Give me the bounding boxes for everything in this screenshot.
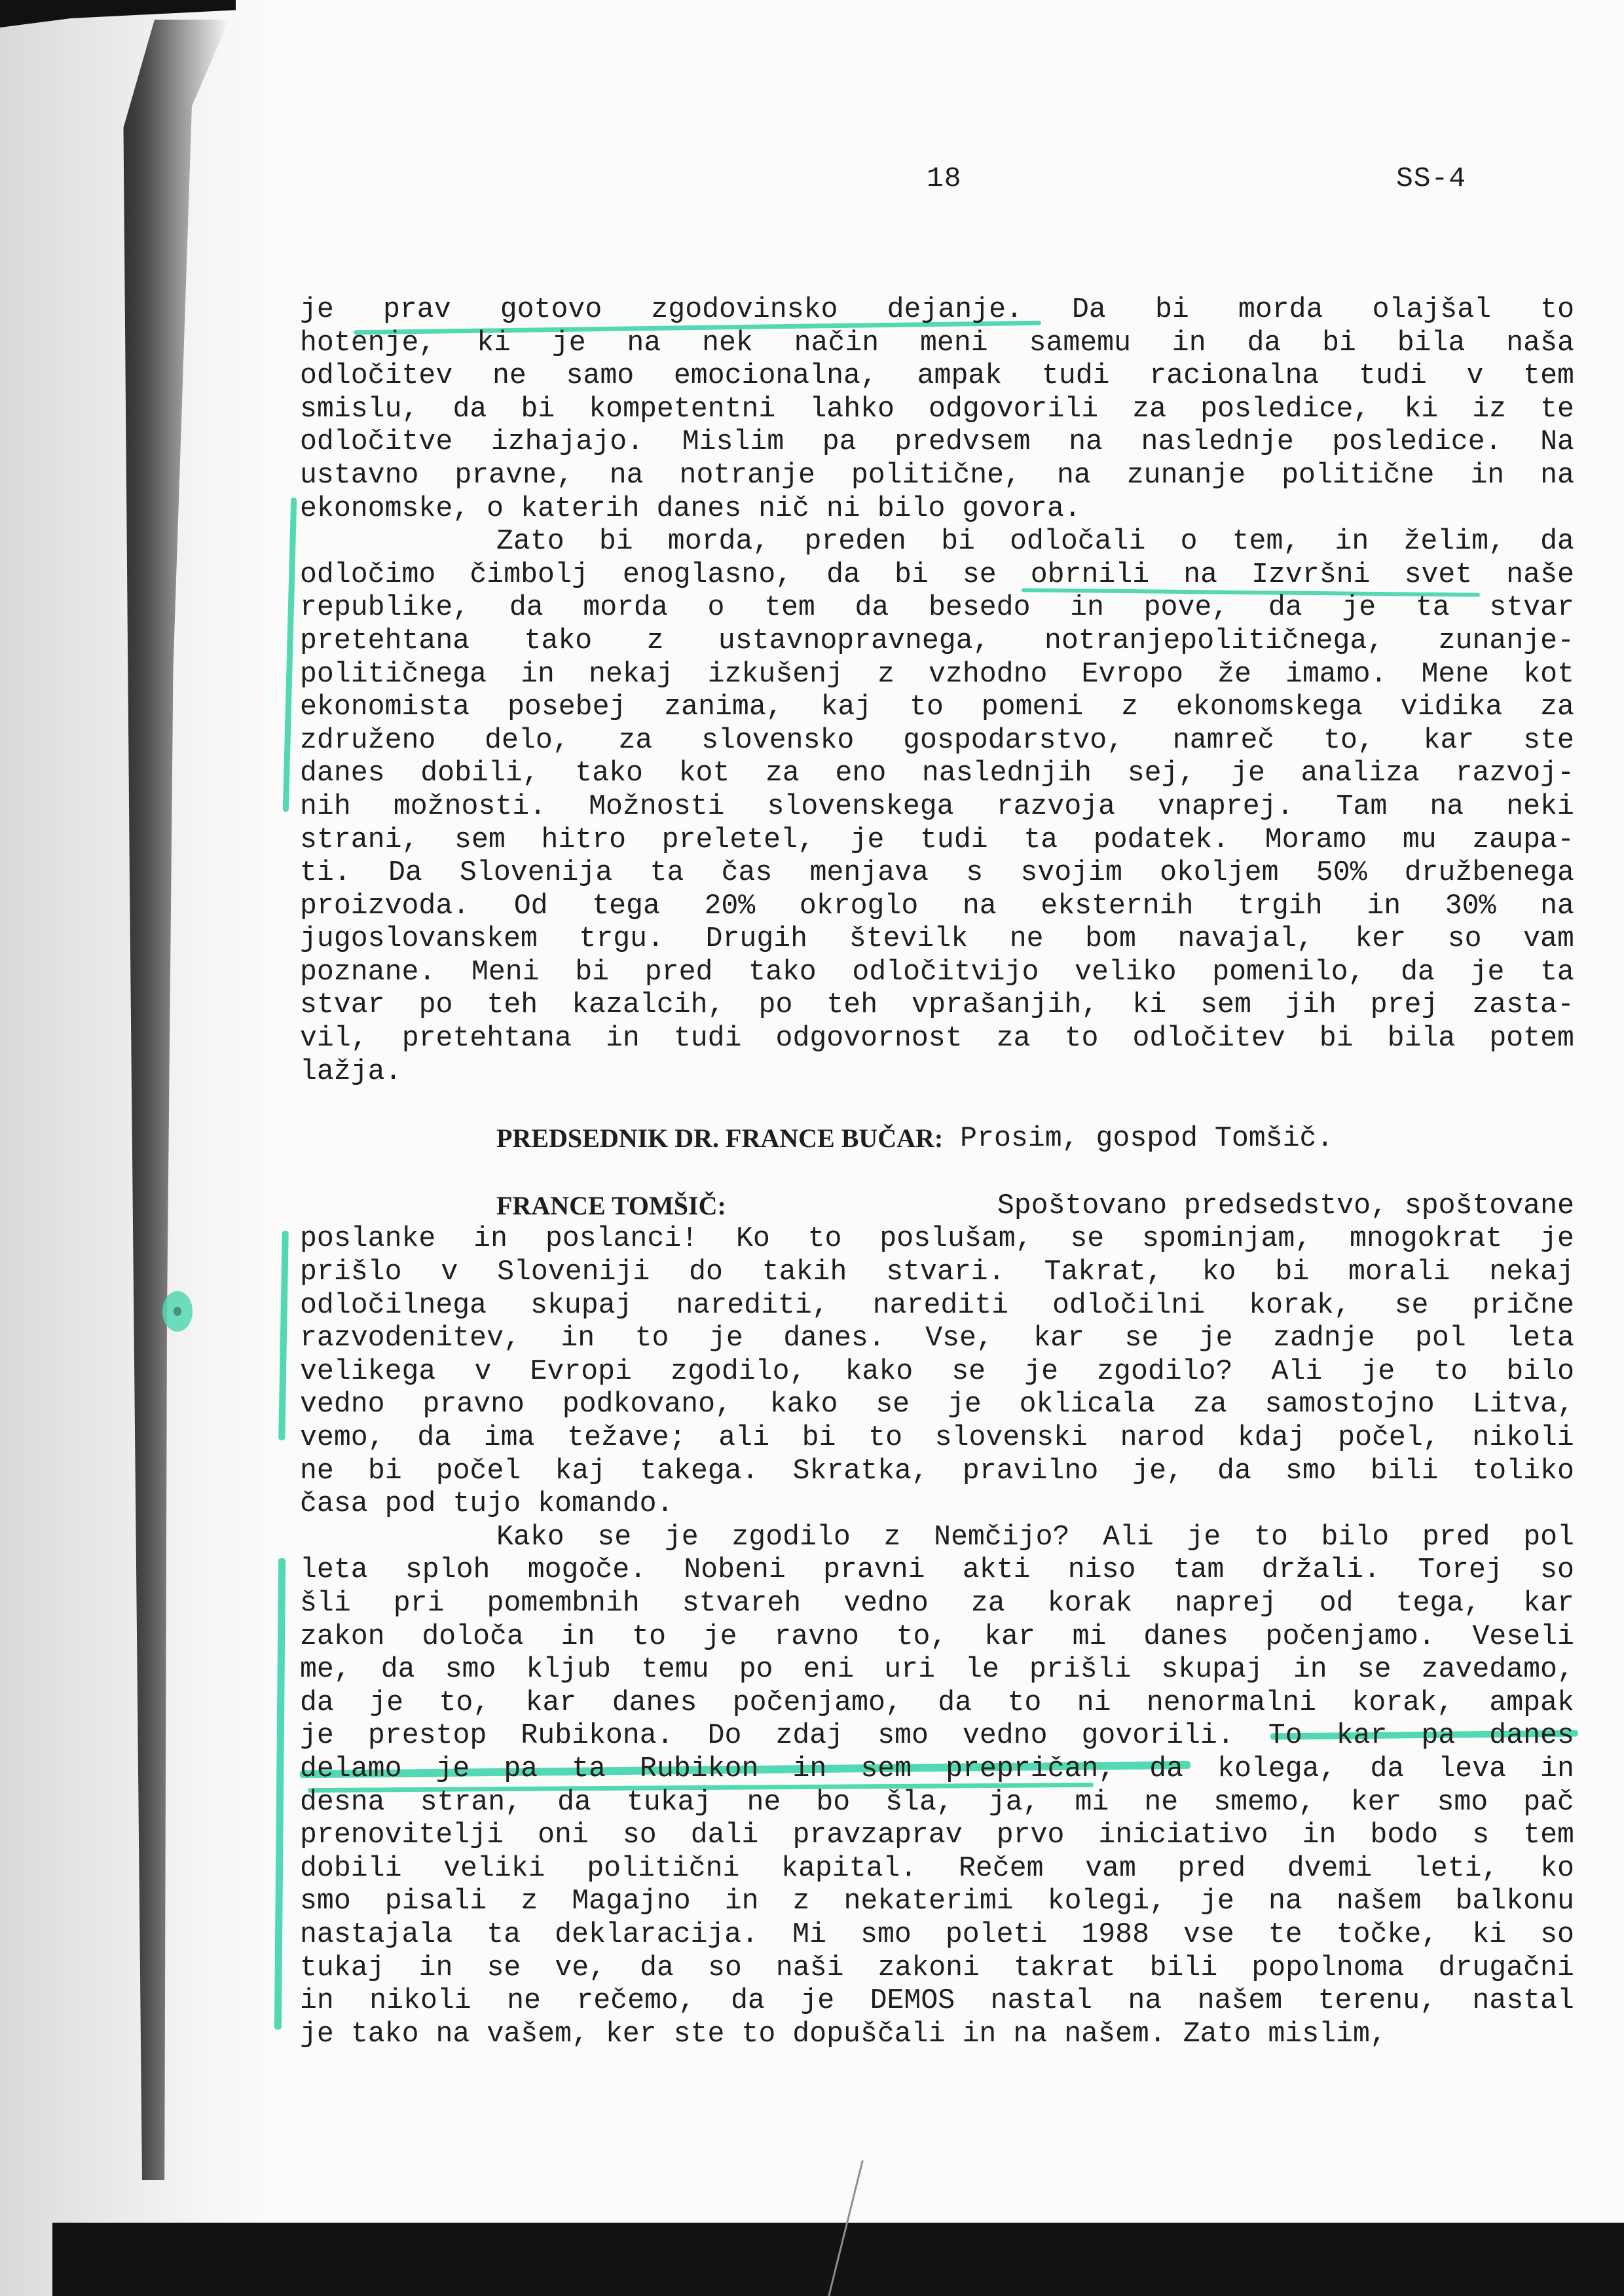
text-line: zakon določa in to je ravno to, kar mi danes počenjamo. Veseli: [300, 1620, 1574, 1652]
highlighter-dot: [162, 1291, 193, 1332]
page-number: 18: [927, 162, 962, 194]
text-line: prenovitelji oni so dali pravzaprav prvo iniciativo in bodo s tem: [300, 1819, 1574, 1851]
text-line: danes dobili, tako kot za eno naslednjih sej, je analiza razvoj-: [300, 757, 1574, 790]
text-line: republike, da morda o tem da besedo in pove, da je ta stvar: [300, 591, 1574, 624]
speaker-president: PREDSEDNIK DR. FRANCE BUČAR:: [496, 1123, 944, 1154]
paragraph-2: [300, 525, 1574, 1088]
text-line: odločilnega skupaj narediti, narediti odločilni korak, se prične: [300, 1288, 1574, 1321]
highlight-margin-bar-3: [274, 1558, 286, 2030]
text-line: smo pisali z Magajno in z nekaterimi kolegi, je na našem balkonu: [300, 1885, 1574, 1918]
paragraph-1: [300, 293, 1574, 525]
text-line: delamo je pa ta Rubikon in sem prepričan, da kolega, da leva in: [300, 1752, 1574, 1785]
text-line: nih možnosti. Možnosti slovenskega razvoja vnaprej. Tam na neki: [300, 790, 1574, 822]
text-line: velikega v Evropi zgodilo, kako se je zgodilo? Ali je to bilo: [300, 1355, 1574, 1387]
text-line: jugoslovanskem trgu. Drugih številk ne bom navajal, ker so vam: [300, 922, 1574, 955]
text-line: desna stran, da tukaj ne bo šla, ja, mi ne smemo, ker smo pač: [300, 1785, 1574, 1818]
text-line: tukaj in se ve, da so naši zakoni takrat bili popolnoma drugačni: [300, 1951, 1574, 1984]
paragraph-4: [300, 1521, 1574, 2051]
text-line: odločimo čimbolj enoglasno, da bi se obrnili na Izvršni svet naše: [300, 558, 1574, 591]
document-code: SS-4: [1396, 162, 1467, 194]
text-line: odločitve izhajajo. Mislim pa predvsem na naslednje posledice. Na: [300, 426, 1574, 458]
text-line: časa pod tujo komando.: [300, 1487, 674, 1520]
text-line: šli pri pomembnih stvareh vedno za korak naprej od tega, kar: [300, 1586, 1574, 1619]
text-line: ne bi počel kaj takega. Skratka, pravilno je, da smo bili toliko: [300, 1454, 1574, 1487]
text-line: in nikoli ne rečemo, da je DEMOS nastal na našem terenu, nastal: [300, 1984, 1574, 2017]
text-line: me, da smo kljub temu po eni uri le prišli skupaj in se zavedamo,: [300, 1653, 1574, 1686]
text-line: leta sploh mogoče. Nobeni pravni akti niso tam držali. Torej so: [300, 1554, 1574, 1586]
paragraph-3: [300, 1222, 1574, 1520]
text-line: hotenje, ki je na nek način meni samemu in da bi bila naša: [300, 326, 1574, 359]
text-line: ti. Da Slovenija ta čas menjava s svojim okoljem 50% družbenega: [300, 856, 1574, 889]
tomsic-opening: [300, 1190, 1574, 1223]
text-line: je prestop Rubikona. Do zdaj smo vedno govorili. To kar pa danes: [300, 1719, 1574, 1752]
highlight-margin-bar-2: [278, 1231, 289, 1440]
president-remark: [300, 1122, 1574, 1156]
text-line: ekonomista posebej zanima, kaj to pomeni z ekonomskega vidika za: [300, 691, 1574, 723]
president-text: Prosim, gospod Tomšič.: [960, 1122, 1334, 1155]
text-line: pretehtana tako z ustavnopravnega, notranjepolitičnega, zunanje-: [300, 624, 1574, 657]
text-line: da je to, kar danes počenjamo, da to ni nenormalni korak, ampak: [300, 1686, 1574, 1719]
text-line: odločitev ne samo emocionalna, ampak tudi racionalna tudi v tem: [300, 359, 1574, 392]
transcript-body: [300, 293, 1574, 2050]
text-line: je prav gotovo zgodovinsko dejanje. Da bi morda olajšal to: [300, 293, 1574, 325]
text-line: poznane. Meni bi pred tako odločitvijo veliko pomenilo, da je ta: [300, 955, 1574, 988]
text-line: razvodenitev, in to je danes. Vse, kar se je zadnje pol leta: [300, 1322, 1574, 1355]
text-line: poslanke in poslanci! Ko to poslušam, se spominjam, mnogokrat je: [300, 1222, 1574, 1255]
text-line: Zato bi morda, preden bi odločali o tem, in želim, da: [496, 525, 1574, 558]
text-line: združeno delo, za slovensko gospodarstvo, namreč to, kar ste: [300, 723, 1574, 756]
text-line: prišlo v Sloveniji do takih stvari. Takrat, ko bi morali nekaj: [300, 1256, 1574, 1288]
text-line: vemo, da ima težave; ali bi to slovenski narod kdaj počel, nikoli: [300, 1421, 1574, 1453]
text-line: političnega in nekaj izkušenj z vzhodno Evropo že imamo. Mene kot: [300, 657, 1574, 690]
text-line: ekonomske, o katerih danes nič ni bilo govora.: [300, 492, 1081, 524]
highlight-margin-bar-1: [283, 498, 297, 812]
text-line: strani, sem hitro preletel, je tudi ta podatek. Moramo mu zaupa-: [300, 823, 1574, 856]
text-line: vil, pretehtana in tudi odgovornost za to odločitev bi bila potem: [300, 1022, 1574, 1055]
speaker-tomsic: FRANCE TOMŠIČ:: [496, 1190, 726, 1220]
text-line: Kako se je zgodilo z Nemčijo? Ali je to bilo pred pol: [496, 1520, 1574, 1553]
text-line: stvar po teh kazalcih, po teh vprašanjih, ki sem jih prej zasta-: [300, 989, 1574, 1021]
text-line: nastajala ta deklaracija. Mi smo poleti 1988 vse te točke, ki so: [300, 1918, 1574, 1950]
text-line: smislu, da bi kompetentni lahko odgovorili za posledice, ki iz te: [300, 392, 1574, 425]
text-line: ustavno pravne, na notranje politične, na zunanje politične in na: [300, 458, 1574, 491]
text-line: vedno pravno podkovano, kako se je oklicala za samostojno Litva,: [300, 1388, 1574, 1421]
text-line: proizvoda. Od tega 20% okroglo na eksternih trgih in 30% na: [300, 889, 1574, 922]
text-line: je tako na vašem, ker ste to dopuščali in na našem. Zato mislim,: [300, 2017, 1387, 2050]
text-line: lažja.: [300, 1055, 402, 1087]
text-line: dobili veliki politični kapital. Rečem vam pred dvemi leti, ko: [300, 1851, 1574, 1884]
tomsic-opening-text: Spoštovano predsedstvo, spoštovane: [997, 1189, 1574, 1222]
